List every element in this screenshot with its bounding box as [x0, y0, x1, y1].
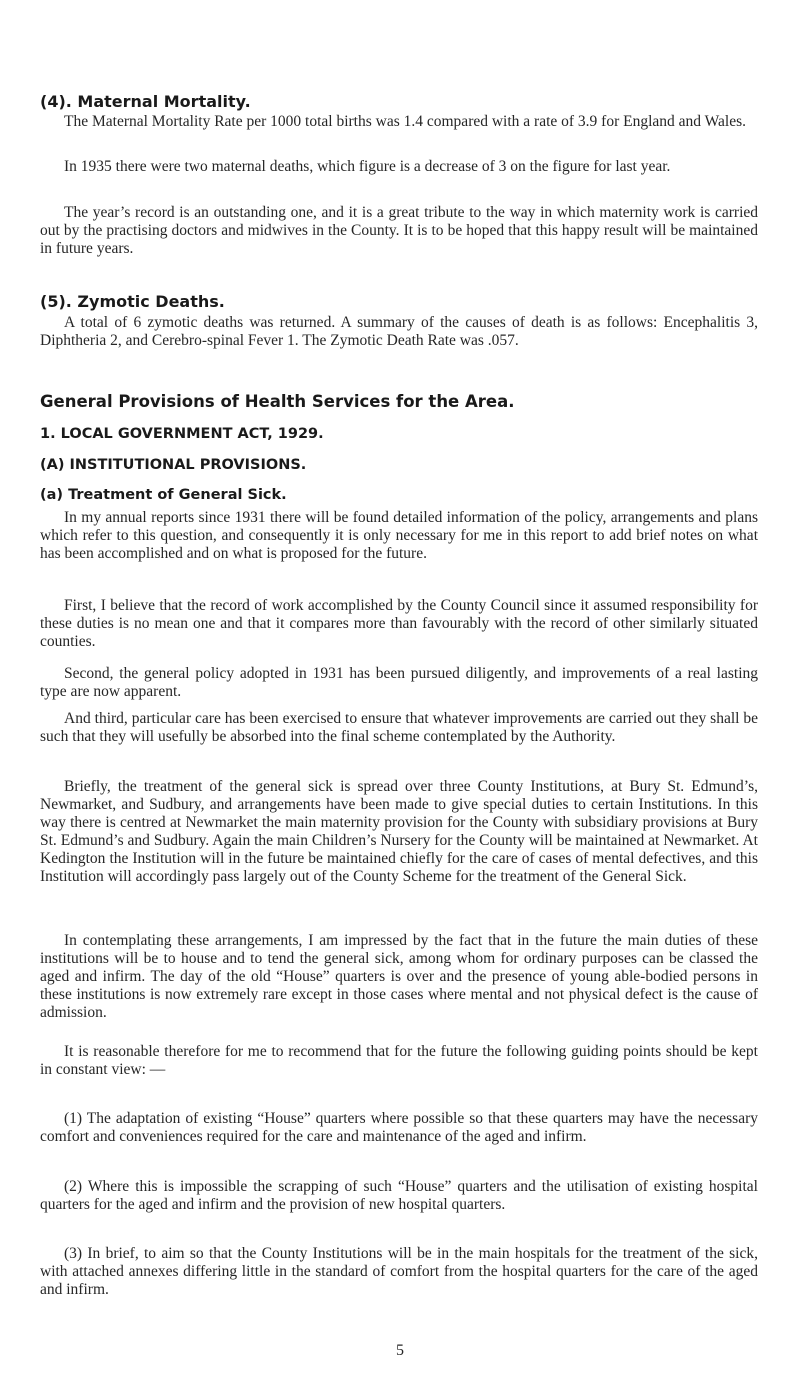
general-provisions-heading: General Provisions of Health Services for the Area. — [40, 392, 515, 411]
general-sick-para-7: It is reasonable therefore for me to recommend that for the future the following guiding points should be kept in constant view: — — [40, 1043, 758, 1078]
local-government-act-heading: 1. LOCAL GOVERNMENT ACT, 1929. — [40, 426, 324, 442]
general-sick-para-2: First, I believe that the record of work accomplished by the County Council since it assumed responsibility for these duties is no mean one and that it compares more than favourably with the record of other similarly situated counties. — [40, 597, 758, 650]
general-sick-para-5: Briefly, the treatment of the general sick is spread over three County Institutions, at Bury St. Edmund’s, Newmarket, and Sudbury, and arrangements have been made to give special duties to certain Institutions. In this way there is centred at Newmarket the main maternity provision for the County with subsidiary provisions at Bury St. Edmund’s and Sudbury. Again the main Children’s Nursery for the County will be maintained at Newmarket. At Kedington the Institution will in the future be maintained chiefly for the care of cases of mental defectives, and this Institution will accordingly pass largely out of the County Scheme for the treatment of the General Sick. — [40, 778, 758, 885]
recommendation-point-1: (1) The adaptation of existing “House” quarters where possible so that these quarters may have the necessary comfort and conveniences required for the care and maintenance of the aged and infirm. — [40, 1110, 758, 1145]
institutional-provisions-heading: (A) INSTITUTIONAL PROVISIONS. — [40, 457, 307, 473]
maternal-mortality-heading: (4). Maternal Mortality. — [40, 92, 251, 111]
general-sick-para-1: In my annual reports since 1931 there will be found detailed information of the policy, arrangements and plans which refer to this question, and consequently it is only necessary for me in this report to add brief notes on what has been accomplished and on what is proposed for the future. — [40, 509, 758, 562]
page-number: 5 — [396, 1342, 404, 1359]
treatment-general-sick-heading: (a) Treatment of General Sick. — [40, 487, 287, 503]
general-sick-para-4: And third, particular care has been exercised to ensure that whatever improvements are carried out they shall be such that they will usefully be absorbed into the final scheme contemplated by the Authority. — [40, 710, 758, 745]
general-sick-para-6: In contemplating these arrangements, I am impressed by the fact that in the future the main duties of these institutions will be to house and to tend the general sick, among whom for ordinary purposes can be classed the aged and infirm. The day of the old “House” quarters is over and the presence of young able-bodied persons in these institutions is now extremely rare except in those cases where mental and not physical defect is the cause of admission. — [40, 932, 758, 1021]
recommendation-point-3: (3) In brief, to aim so that the County Institutions will be in the main hospitals for the treatment of the sick, with attached annexes differing little in the standard of comfort from the hospital quarters for the care of the aged and infirm. — [40, 1245, 758, 1298]
maternal-mortality-para-3: The year’s record is an outstanding one, and it is a great tribute to the way in which maternity work is carried out by the practising doctors and midwives in the County. It is to be hoped that this happy result will be maintained in future years. — [40, 204, 758, 257]
recommendation-point-2: (2) Where this is impossible the scrapping of such “House” quarters and the utilisation of existing hospital quarters for the aged and infirm and the provision of new hospital quarters. — [40, 1178, 758, 1213]
zymotic-deaths-heading: (5). Zymotic Deaths. — [40, 292, 225, 311]
maternal-mortality-para-1: The Maternal Mortality Rate per 1000 total births was 1.4 compared with a rate of 3.9 for England and Wales. — [64, 113, 746, 130]
maternal-mortality-para-2: In 1935 there were two maternal deaths, which figure is a decrease of 3 on the figure for last year. — [64, 158, 671, 175]
zymotic-deaths-para-1: A total of 6 zymotic deaths was returned. A summary of the causes of death is as follows: Encephalitis 3, Diphtheria 2, and Cerebro-spinal Fever 1. The Zymotic Death Rate was .057. — [40, 314, 758, 349]
general-sick-para-3: Second, the general policy adopted in 1931 has been pursued diligently, and improvements of a real lasting type are now apparent. — [40, 665, 758, 700]
